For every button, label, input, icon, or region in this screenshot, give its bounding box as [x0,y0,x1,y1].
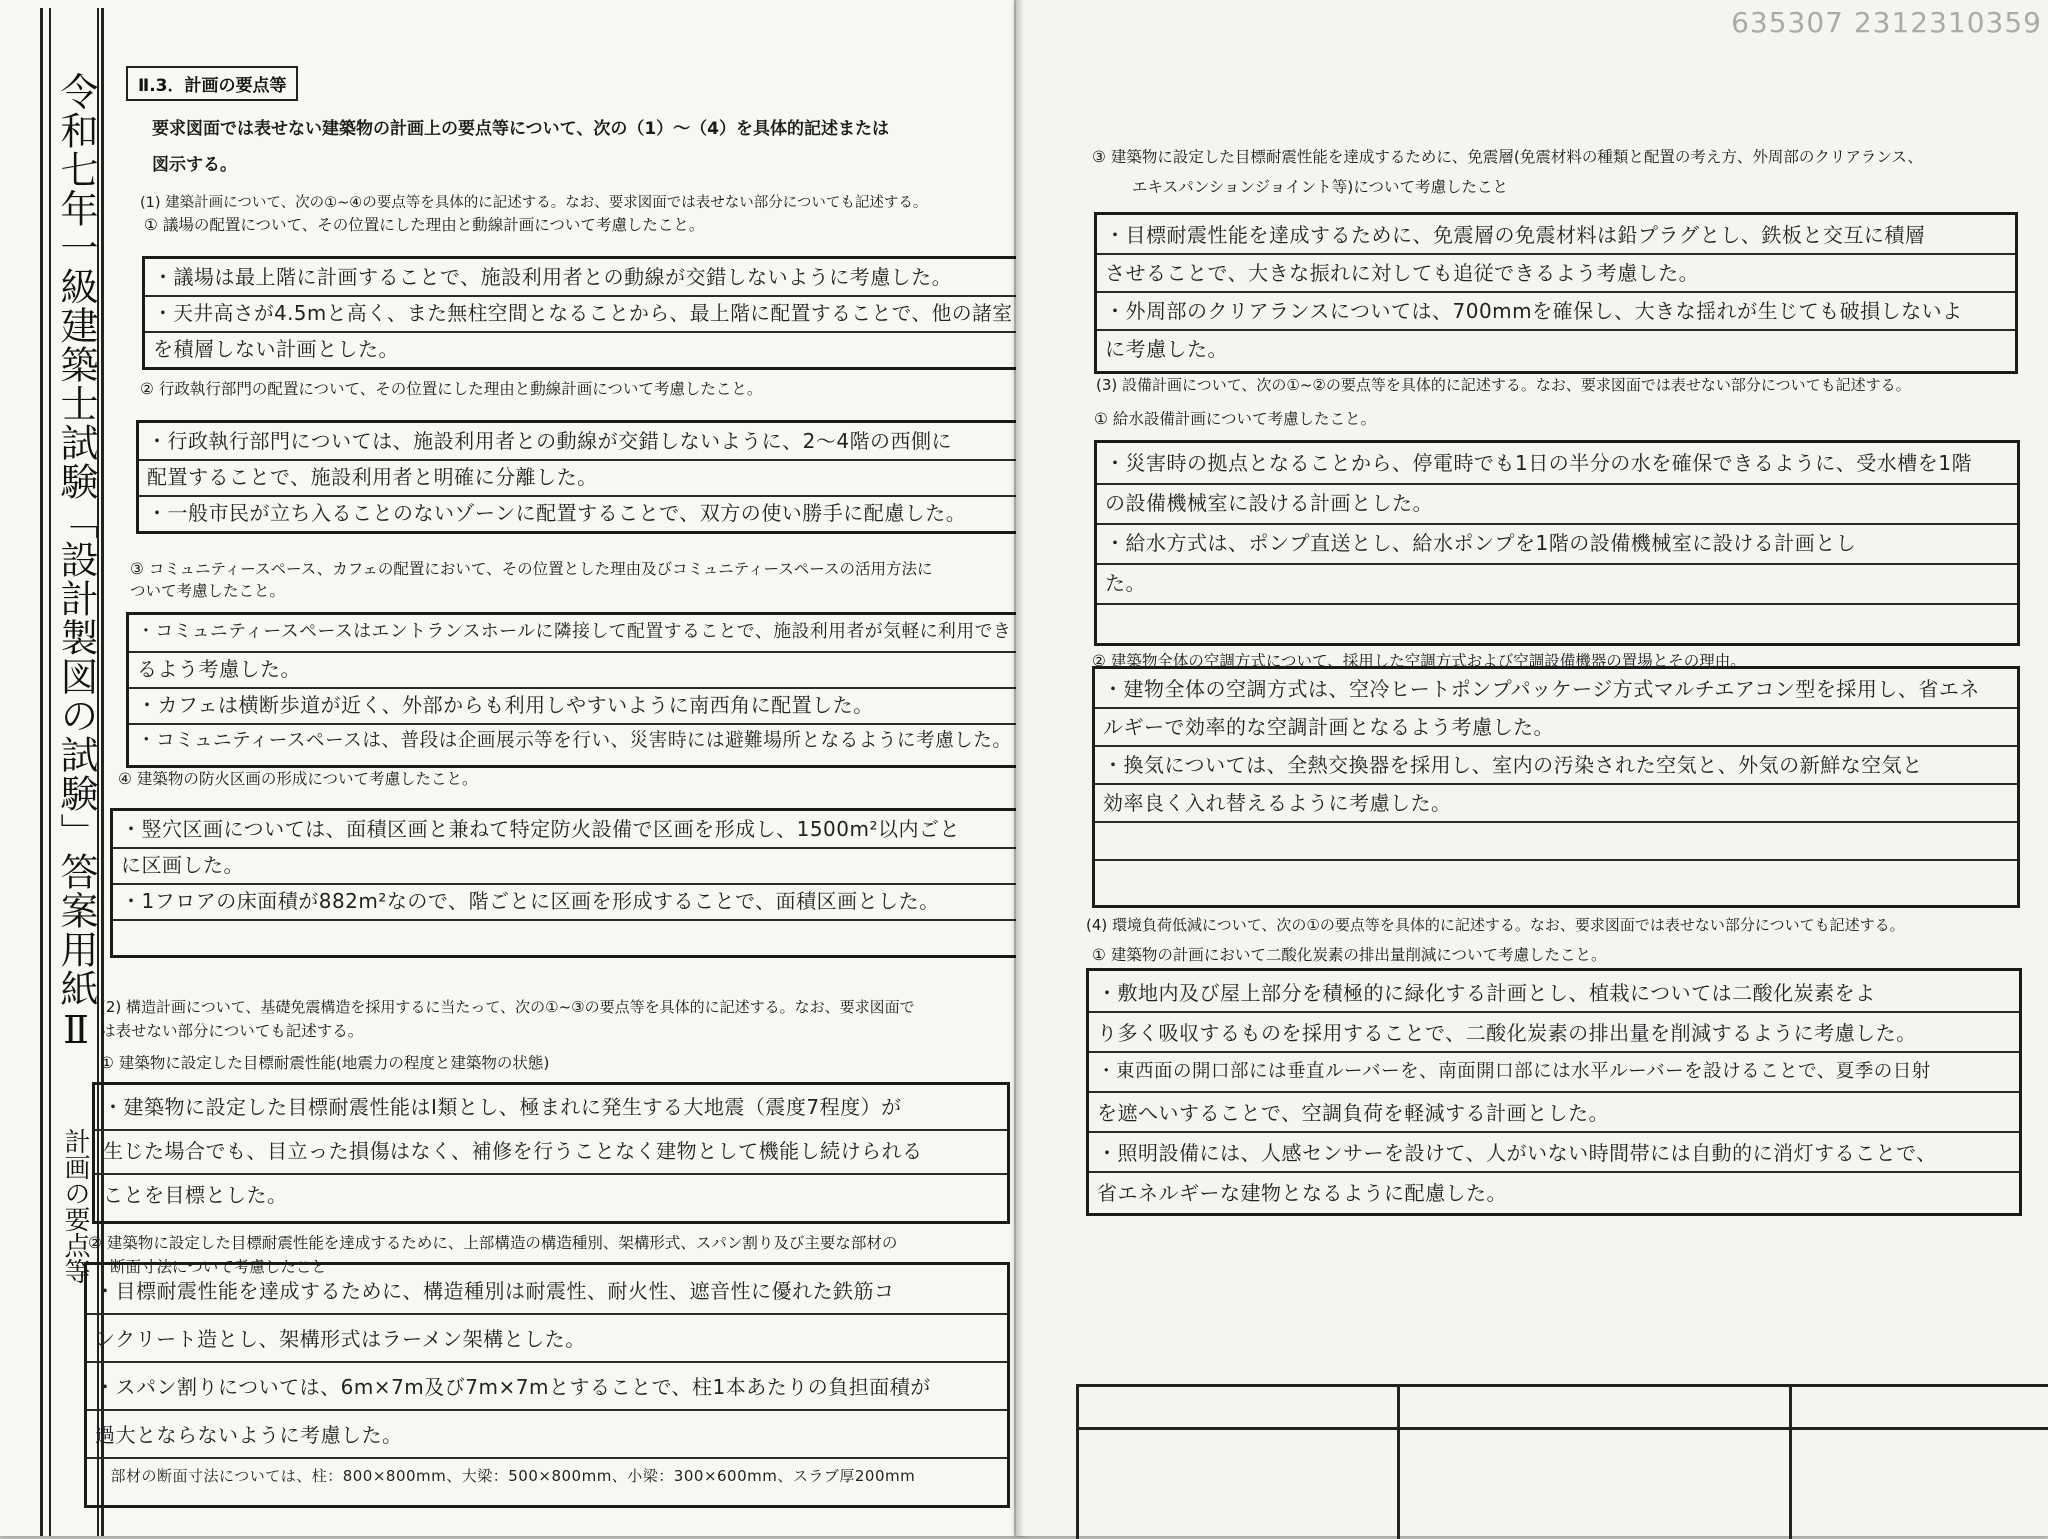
answer-3-line: ・カフェは横断歩道が近く、外部からも利用しやすいように南西角に配置した。 [137,693,874,717]
answer-5-line: ことを目標とした。 [103,1183,288,1207]
answer-6-line: ・部材の断面寸法については、柱：800×800mm、大梁：500×800mm、小梁：300×600mm、スラブ厚200mm [95,1467,916,1485]
answer-9-line: ・換気については、全熱交換器を採用し、室内の汚染された空気と、外気の新鮮な空気と [1103,753,1923,777]
left-page [0,0,1024,1536]
question-7: ③ 建築物に設定した目標耐震性能を達成するために、免震層(免震材料の種類と配置の考え方、外周部のクリアランス、 [1092,148,1923,166]
question-7-cont: エキスパンションジョイント等)について考慮したこと [1132,178,1509,196]
section-2-heading-cont: は表せない部分についても記述する。 [100,1022,364,1040]
page-fold-shadow [1014,0,1024,1536]
answer-1-line: ・天井高さが4.5mと高く、また無柱空間となることから、最上階に配置することで、他の諸室 [153,301,1013,325]
answer-9-line: ・建物全体の空調方式は、空冷ヒートポンプパッケージ方式マルチエアコン型を採用し、省エネ [1103,677,1980,701]
answer-box-10[interactable] [1086,968,2022,1216]
answer-box-7[interactable] [1094,212,2018,374]
question-9: ② 建築物全体の空調方式について、採用した空調方式および空調設備機器の置場とその理由。 [1092,652,1746,670]
answer-box-4[interactable] [110,808,1020,958]
answer-7-line: させることで、大きな振れに対しても追従できるよう考慮した。 [1105,261,1700,285]
answer-3-line: ・コミュニティースペースは、普段は企画展示等を行い、災害時には避難場所となるように考慮した。 [137,729,1012,751]
section-3-heading: (3) 設備計画について、次の①~②の要点等を具体的に記述する。なお、要求図面では表せない部分についても記述する。 [1096,376,1911,394]
intro-line-2: 図示する。 [152,155,237,175]
section-4-heading: (4) 環境負荷低減について、次の①の要点等を具体的に記述する。なお、要求図面では表せない部分についても記述する。 [1086,916,1905,934]
answer-6-line: 過大とならないように考慮した。 [95,1423,403,1447]
answer-9-line: 効率良く入れ替えるように考慮した。 [1103,791,1452,815]
answer-2-line: 配置することで、施設利用者と明確に分離した。 [147,465,598,489]
answer-5-line: 生じた場合でも、目立った損傷はなく、補修を行うことなく建物として機能し続けられる [103,1139,923,1163]
grading-table [1076,1384,2048,1539]
answer-1-line: ・議場は最上階に計画することで、施設利用者との動線が交錯しないように考慮した。 [153,265,953,289]
question-10: ① 建築物の計画において二酸化炭素の排出量削減について考慮したこと。 [1092,946,1607,964]
answer-box-2[interactable] [136,420,1024,534]
section-2-heading: (2) 構造計画について、基礎免震構造を採用するに当たって、次の①~③の要点等を具体的に記述する。なお、要求図面で [100,998,915,1016]
question-1: ① 議場の配置について、その位置にした理由と動線計画について考慮したこと。 [144,216,705,234]
question-2: ② 行政執行部門の配置について、その位置にした理由と動線計画について考慮したこと。 [140,380,763,398]
answer-box-9[interactable] [1092,666,2020,908]
answer-1-line: を積層しない計画とした。 [153,337,399,361]
answer-10-line: ・東西面の開口部には垂直ルーバーを、南面開口部には水平ルーバーを設けることで、夏季の日射 [1097,1061,1931,1082]
answer-6-line: ・目標耐震性能を達成するために、構造種別は耐震性、耐火性、遮音性に優れた鉄筋コ [95,1279,895,1303]
question-3-cont: ついて考慮したこと。 [130,582,286,600]
question-8: ① 給水設備計画について考慮したこと。 [1094,410,1377,428]
question-5: ① 建築物に設定した目標耐震性能(地震力の程度と建築物の状態) [100,1054,550,1072]
answer-4-line: ・竪穴区画については、面積区画と兼ねて特定防火設備で区画を形成し、1500m²以内ごと [121,817,960,841]
sheet-subtitle: 計画の要点等 [60,1128,90,1284]
question-6-cont: 断面寸法について考慮したこと [110,1258,327,1276]
answer-10-line: ・照明設備には、人感センサーを設けて、人がいない時間帯には自動的に消灯することで、 [1097,1141,1937,1165]
section-heading: Ⅱ.3．計画の要点等 [126,66,298,101]
answer-8-line: た。 [1105,571,1146,595]
answer-3-line: ・コミュニティースペースはエントランスホールに隣接して配置することで、施設利用者が気軽に利用でき [137,621,1012,642]
serial-number: 635307 2312310359 [1731,6,2042,39]
answer-box-3[interactable] [126,612,1022,768]
answer-10-line: 省エネルギーな建物となるように配慮した。 [1097,1181,1507,1205]
answer-10-line: り多く吸収するものを採用することで、二酸化炭素の排出量を削減するように考慮した。 [1097,1021,1917,1045]
right-page [1016,0,2048,1536]
answer-7-line: ・目標耐震性能を達成するために、免震層の免震材料は鉛プラグとし、鉄板と交互に積層 [1105,223,1926,247]
answer-4-line: に区画した。 [121,853,244,877]
question-4: ④ 建築物の防火区画の形成について考慮したこと。 [118,770,478,788]
answer-5-line: ・建築物に設定した目標耐震性能はⅠ類とし、極まれに発生する大地震（震度7程度）が [103,1095,902,1119]
answer-7-line: に考慮した。 [1105,337,1228,361]
answer-6-line: ・スパン割りについては、6m×7m及び7m×7mとすることで、柱1本あたりの負担面積が [95,1375,931,1399]
answer-8-line: ・給水方式は、ポンプ直送とし、給水ポンプを1階の設備機械室に設ける計画とし [1105,531,1857,555]
answer-8-line: の設備機械室に設ける計画とした。 [1105,491,1433,515]
intro-line-1: 要求図面では表せない建築物の計画上の要点等について、次の（1）～（4）を具体的記述または [152,119,889,139]
answer-3-line: るよう考慮した。 [137,657,301,681]
answer-10-line: ・敷地内及び屋上部分を積極的に緑化する計画とし、植栽については二酸化炭素をよ [1097,981,1876,1005]
answer-2-line: ・一般市民が立ち入ることのないゾーンに配置することで、双方の使い勝手に配慮した。 [147,501,967,525]
section-1-heading: (1) 建築計画について、次の①~④の要点等を具体的に記述する。なお、要求図面では表せない部分についても記述する。 [140,195,928,211]
answer-7-line: ・外周部のクリアランスについては、700mmを確保し、大きな揺れが生じても破損しないよ [1105,299,1963,323]
answer-8-line: ・災害時の拠点となることから、停電時でも1日の半分の水を確保できるように、受水槽を1階 [1105,451,1972,475]
answer-box-5[interactable] [92,1082,1010,1224]
answer-box-6[interactable] [84,1262,1010,1508]
answer-6-line: ンクリート造とし、架構形式はラーメン架構とした。 [95,1327,586,1351]
question-3: ③ コミュニティースペース、カフェの配置において、その位置とした理由及びコミュニティースペースの活用方法に [130,560,933,578]
answer-box-8[interactable] [1094,440,2020,646]
answer-box-1[interactable] [142,256,1024,370]
question-6: ② 建築物に設定した目標耐震性能を達成するために、上部構造の構造種別、架構形式、スパン割り及び主要な部材の [88,1234,898,1252]
answer-2-line: ・行政執行部門については、施設利用者との動線が交錯しないように、2～4階の西側に [147,429,953,453]
answer-4-line: ・1フロアの床面積が882m²なので、階ごとに区画を形成することで、面積区画とした。 [121,889,940,913]
exam-title: 令和七年一級建築士試験「設計製図の試験」答案用紙Ⅱ [54,72,98,1053]
answer-10-line: を遮へいすることで、空調負荷を軽減する計画とした。 [1097,1101,1610,1125]
answer-9-line: ルギーで効率的な空調計画となるよう考慮した。 [1103,715,1554,739]
